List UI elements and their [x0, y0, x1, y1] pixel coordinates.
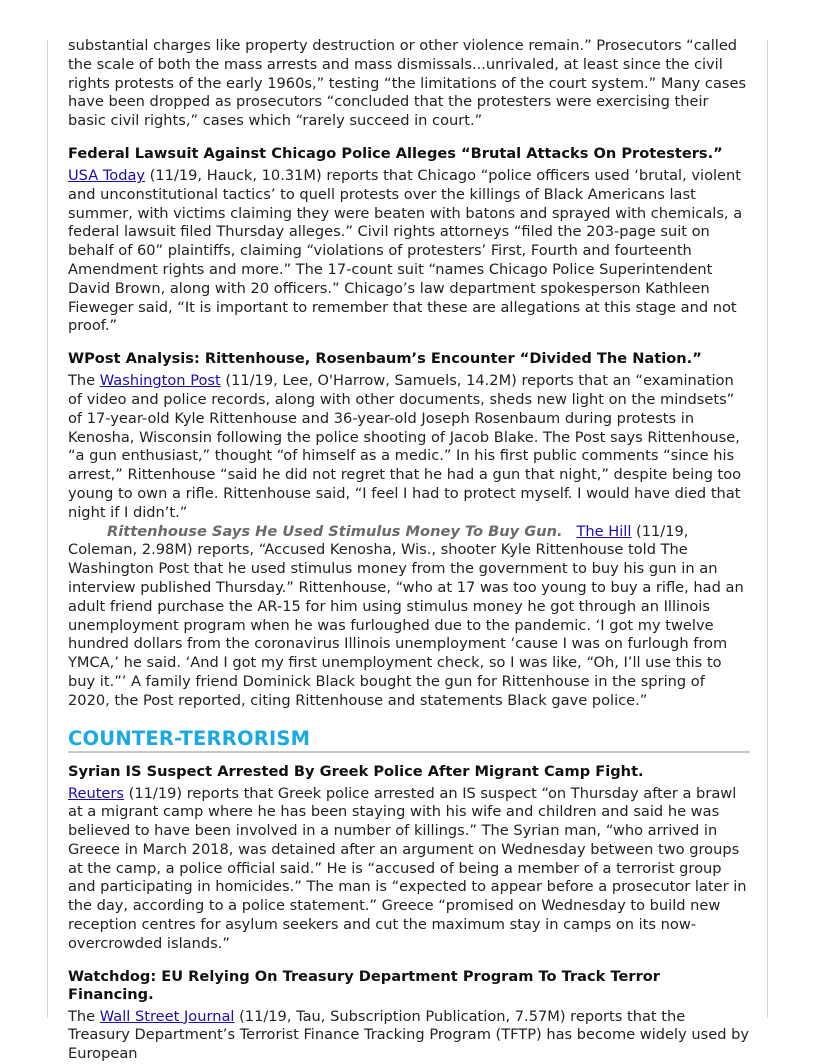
- syria-suspect-headline: Syrian IS Suspect Arrested By Greek Police After Migrant Camp Fight.: [68, 762, 644, 780]
- section-divider: [68, 751, 750, 753]
- rittenhouse-lead: The: [68, 372, 100, 390]
- wall-street-journal-link[interactable]: Wall Street Journal: [99, 1007, 235, 1025]
- usa-today-link[interactable]: USA Today: [68, 166, 146, 184]
- newsletter-page: [68, 37, 750, 1064]
- syria-suspect-text: (11/19) reports that Greek police arrested an IS suspect “on Thursday after a brawl at a migrant camp where he has been staying with his wife and children and said he was believed to have been involved in a number of killings.” The Syrian man, “who arrived in Greece in March 2018, was detained after an argument on Wednesday between two groups at the camp, a police official said.” He is “accused of being a member of a terrorist group and participating in homicides.” The man is “expected to appear before a prosecutor later in the day, according to a police statement.” Greece “promised on Wednesday to build new reception centres for asylum seekers and cut the maximum stay in camps on its now-overcrowded islands.”: [68, 784, 747, 952]
- section-title-counter-terrorism: COUNTER-TERRORISM: [68, 726, 311, 750]
- washington-post-link[interactable]: Washington Post: [99, 372, 221, 390]
- right-margin-rule: [767, 40, 768, 1018]
- chicago-lawsuit-text: (11/19, Hauck, 10.31M) reports that Chicago “police officers used ‘brutal, violent and unconstitutional tactics’ to quell protests over the killings of Black Americans last summer, with victims claiming they were beaten with batons and sprayed with chemicals, a federal lawsuit filed Thursday alleges.” Civil rights attorneys “filed the 203-page suit on behalf of 60” plaintiffs, claiming “violations of protesters’ First, Fourth and fourteenth Amendment rights and more.” The 17-count suit “names Chicago Police Superintendent David Brown, along with 20 officers.” Chicago’s law department spokesperson Kathleen Fieweger said, “It is important to remember that these are allegations at this stage and not proof.”: [68, 166, 743, 335]
- rittenhouse-headline: WPost Analysis: Rittenhouse, Rosenbaum’s Encounter “Divided The Nation.”: [68, 350, 702, 368]
- rittenhouse-sub-article: [68, 523, 750, 711]
- chicago-lawsuit-body: [68, 167, 750, 336]
- watchdog-lead: The: [68, 1007, 100, 1025]
- rittenhouse-body: [68, 372, 750, 522]
- chicago-lawsuit-headline: Federal Lawsuit Against Chicago Police Alleges “Brutal Attacks On Protesters.”: [68, 144, 723, 162]
- the-hill-link[interactable]: The Hill: [576, 522, 632, 540]
- rittenhouse-text: (11/19, Lee, O'Harrow, Samuels, 14.2M) reports that an “examination of video and police records, along with other documents, sheds new light on the mindsets” of 17-year-old Kyle Rittenhouse and 36-year-old Joseph Rosenbaum during protests in Kenosha, Wisconsin following the police shooting of Jacob Blake. The Post says Rittenhouse, “a gun enthusiast,” thought “of himself as a medic.” In his first public comments “since his arrest,” Rittenhouse “said he did not regret that he had a gun that night,” despite being too young to own a rifle. Rittenhouse said, “I feel I had to protect myself. I would have died that night if I didn’t.”: [68, 372, 742, 521]
- rittenhouse-sub-text: (11/19, Coleman, 2.98M) reports, “Accused Kenosha, Wis., shooter Kyle Rittenhouse told The Washington Post that he used stimulus money from the government to buy his gun in an interview published Thursday.” Rittenhouse, “who at 17 was too young to buy a rifle, had an adult friend purchase the AR-15 for him using stimulus money he got through an Illinois unemployment program when he was furloughed due to the pandemic. ‘I got my twelve hundred dollars from the coronavirus Illinois unemployment ‘cause I was on furlough from YMCA,’ he said. ‘And I got my first unemployment check, so I was like, “Oh, I’ll use this to buy it.”’ A family friend Dominick Black bought the gun for Rittenhouse in the spring of 2020, the Post reported, citing Rittenhouse and statements Black gave police.”: [68, 522, 744, 709]
- left-margin-rule: [47, 40, 48, 1018]
- reuters-link[interactable]: Reuters: [68, 784, 125, 802]
- rittenhouse-sub-title: Rittenhouse Says He Used Stimulus Money To Buy Gun.: [107, 522, 563, 540]
- continued-article-text: substantial charges like property destruction or other violence remain.” Prosecutors “called the scale of both the mass arrests and mass dismissals...unrivaled, at least since the civil rights protests of the early 1960s,” testing “the limitations of the court system.” Many cases have been dropped as prosecutors “concluded that the protesters were exercising their basic civil rights,” cases which “rarely succeed in court.”: [68, 37, 747, 130]
- watchdog-text: (11/19, Tau, Subscription Publication, 7.57M) reports that the Treasury Department’s Terrorist Finance Tracking Program (TFTP) has become widely used by European: [68, 1007, 749, 1063]
- watchdog-headline: Watchdog: EU Relying On Treasury Department Program To Track Terror Financing.: [68, 967, 660, 1003]
- syria-suspect-body: [68, 785, 750, 954]
